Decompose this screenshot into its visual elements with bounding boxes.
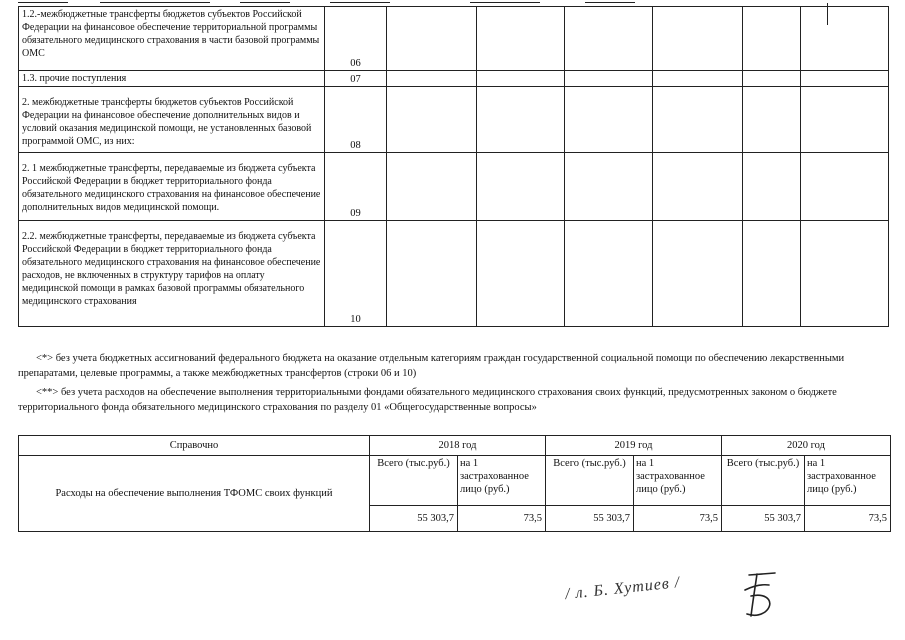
subheader-row <box>19 456 891 506</box>
per-person-value: 73,5 <box>634 506 722 532</box>
top-line <box>470 2 540 3</box>
table-row <box>19 221 889 327</box>
expense-label: Расходы на обеспечение выполнения ТФОМС своих функций <box>19 456 370 532</box>
reference-header: Справочно <box>19 436 370 456</box>
per-person-value: 73,5 <box>805 506 891 532</box>
per-person-label: на 1 застрахованное лицо (руб.) <box>458 456 546 506</box>
total-value: 55 303,7 <box>546 506 634 532</box>
top-line <box>240 2 290 3</box>
row-code: 09 <box>325 153 387 221</box>
table-row <box>19 153 889 221</box>
total-label: Всего (тыс.руб.) <box>722 456 805 506</box>
row-label: 2. 1 межбюджетные трансферты, передаваемые из бюджета субъекта Российской Федерации в бюджет территориального фонда обязательного медицинского страхования на финансовое обеспечение дополнительных видов медицинской помощи. <box>19 153 325 221</box>
per-person-label: на 1 застрахованное лицо (руб.) <box>634 456 722 506</box>
row-code: 07 <box>325 71 387 87</box>
per-person-label: на 1 застрахованное лицо (руб.) <box>805 456 891 506</box>
top-line <box>100 2 210 3</box>
reference-table <box>18 435 891 532</box>
row-code: 08 <box>325 87 387 153</box>
row-label: 1.2.-межбюджетные трансферты бюджетов субъектов Российской Федерации на финансовое обеспечение территориальной программы обязательного медицинского страхования в части базовой программы ОМС <box>19 7 325 71</box>
signature-mark <box>735 570 781 622</box>
total-label: Всего (тыс.руб.) <box>370 456 458 506</box>
top-line <box>18 2 68 3</box>
footnote-1: <*> без учета бюджетных ассигнований федерального бюджета на оказание отдельным категориям граждан государственной социальной помощи по обеспечению лекарственными препаратами, целевые программы, а также межбюджетных трансфертов (строки 06 и 10) <box>18 353 845 379</box>
top-line <box>330 2 390 3</box>
row-label: 2.2. межбюджетные трансферты, передаваемые из бюджета субъекта Российской Федерации в бюджет территориального фонда обязательного медицинского страхования на финансовое обеспечение расходов, не включенных в структуру тарифов на оплату медицинской помощи в рамках базовой программы обязательного медицинского страхования <box>19 221 325 327</box>
row-code: 06 <box>325 7 387 71</box>
handwritten-name: / л. Б. Хутиев / <box>564 574 681 603</box>
row-label: 2. межбюджетные трансферты бюджетов субъектов Российской Федерации на финансовое обеспечение дополнительных видов и условий оказания медицинской помощи, не установленных базовой программой ОМС, из них: <box>19 87 325 153</box>
year-header: 2018 год <box>370 436 546 456</box>
table-row <box>19 87 889 153</box>
year-header: 2019 год <box>546 436 722 456</box>
total-value: 55 303,7 <box>722 506 805 532</box>
main-table <box>18 6 889 327</box>
total-label: Всего (тыс.руб.) <box>546 456 634 506</box>
table-row <box>19 71 889 87</box>
per-person-value: 73,5 <box>458 506 546 532</box>
footnote-2: <**> без учета расходов на обеспечение выполнения территориальными фондами обязательного медицинского страхования своих функций, предусмотренных законом о бюджете территориального фонда обязательного медицинского страхования по разделу 01 «Общегосударственные вопросы» <box>18 387 837 413</box>
row-label: 1.3. прочие поступления <box>19 71 325 87</box>
table-row <box>19 7 889 71</box>
row-code: 10 <box>325 221 387 327</box>
header-row <box>19 436 891 456</box>
total-value: 55 303,7 <box>370 506 458 532</box>
top-line <box>585 2 635 3</box>
year-header: 2020 год <box>722 436 891 456</box>
